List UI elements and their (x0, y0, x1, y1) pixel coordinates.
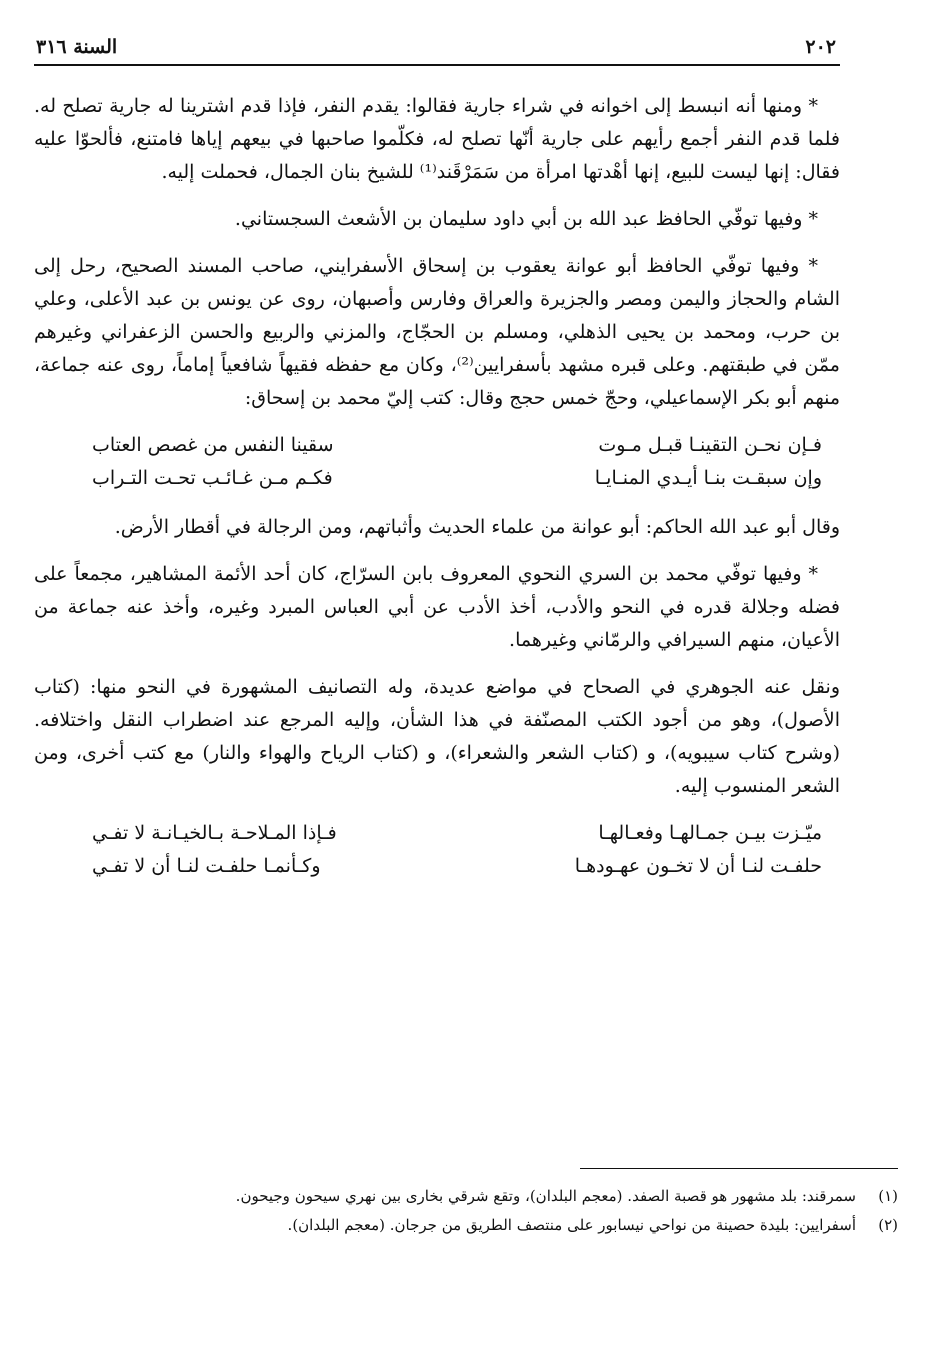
poem-verse (92, 462, 822, 495)
paragraph: ونقل عنه الجوهري في الصحاح في مواضع عديدة، وله التصانيف المشهورة في النحو منها: (كتاب الأصول)، وهو من أجود الكتب المصنّفة في هذا الشأن، وإليه المرجع عند اضطراب النقل واختلافه. (وشرح كتاب سيبويه)، و (كتاب الشعر والشعراء)، و (كتاب الرياح والهواء والنار) مع كتب أخرى، ومن الشعر المنسوب إليه. (34, 676, 840, 797)
poem-block (34, 817, 840, 883)
verse-second-hemistich: سقينا النفس من غصص العتاب (92, 434, 334, 456)
verse-second-hemistich: فـإذا المـلاحـة بـالخيـانـة لا تفـي (92, 822, 337, 844)
poem-verse (92, 429, 822, 462)
footnote (98, 1212, 898, 1239)
book-page (34, 30, 840, 899)
paragraph: * وفيها توفّي محمد بن السري النحوي المعروف بابن السرّاج، كان أحد الأئمة المشاهير، مجمعاً على فضله وجلالة قدره في النحو والأدب، أخذ الأدب عن أبي العباس المبرد وغيره، وأخذ عنه جماعة من الأعيان، منهم السيرافي والرمّاني وغيرهما. (34, 563, 840, 651)
footnote-separator (580, 1168, 898, 1169)
footnote-text: سمرقند: بلد مشهور هو قصبة الصفد. (معجم البلدان)، وتقع شرقي بخارى بين نهري سيحون وجيحون. (235, 1187, 856, 1205)
verse-second-hemistich: فكـم مـن غـائـب تحـت التـراب (92, 467, 333, 489)
footnote (98, 1183, 898, 1210)
footnotes (98, 1183, 898, 1241)
footnote-number: (٢) (878, 1216, 898, 1234)
page-header (34, 30, 840, 66)
poem-verse (92, 817, 822, 850)
page-number: ٢٠٢ (805, 36, 836, 58)
paragraph: * وفيها توفّي الحافظ أبو عوانة يعقوب بن إسحاق الأسفرايني، صاحب المسند الصحيح، رحل إلى الشام والحجاز واليمن ومصر والجزيرة والعراق وفارس وأصبهان، روى عن يونس بن عبد الأعلى، وعلي بن حرب، ومحمد بن يحيى الذهلي، ومسلم بن الحجّاج، والمزني والربيع والحسن الزعفراني وغيرهم ممّن في طبقتهم. وعلى قبره مشهد بأسفرايين⁽²⁾، وكان مع حفظه فقيهاً شافعياً إماماً، روى عنه جماعة، منهم أبو بكر الإسماعيلي، وحجّ خمس حجج وقال: كتب إليّ محمد بن إسحاق: (34, 255, 840, 409)
paragraph: وقال أبو عبد الله الحاكم: أبو عوانة من علماء الحديث وأثباتهم، ومن الرجالة في أقطار الأرض. (114, 516, 840, 538)
verse-first-hemistich: ميّـزت بيـن جمـالهـا وفعـالهـا (598, 822, 822, 844)
poem-block (34, 429, 840, 495)
main-text (34, 90, 840, 883)
running-head-year: السنة ٣١٦ (36, 36, 118, 58)
paragraph: * وفيها توفّي الحافظ عبد الله بن أبي داود سليمان بن الأشعث السجستاني. (234, 208, 818, 230)
paragraph: * ومنها أنه انبسط إلى اخوانه في شراء جارية فقالوا: يقدم النفر، فإذا قدم اشترينا له جارية تصلح له. فلما قدم النفر أجمع رأيهم على جارية أنّها تصلح له، فكلّموا صاحبها في بيعهم إياها فامتنع، فألحوّا عليه فقال: إنها ليست للبيع، إنها أهْدتها امرأة من سَمَرْقَند⁽¹⁾ للشيخ بنان الجمال، فحملت إليه. (34, 95, 840, 183)
verse-first-hemistich: حلفـت لنـا أن لا تخـون عهـودهـا (574, 855, 822, 877)
verse-first-hemistich: وإن سبقـت بنـا أيـدي المنـايـا (594, 467, 822, 489)
verse-first-hemistich: فـإن نحـن التقينـا قبـل مـوت (598, 434, 822, 456)
footnote-text: أسفرايين: بليدة حصينة من نواحي نيسابور على منتصف الطريق من جرجان. (معجم البلدان). (287, 1216, 856, 1234)
footnote-number: (١) (878, 1187, 898, 1205)
poem-verse (92, 850, 822, 883)
verse-second-hemistich: وكـأنمـا حلفـت لنـا أن لا تفـي (92, 855, 321, 877)
